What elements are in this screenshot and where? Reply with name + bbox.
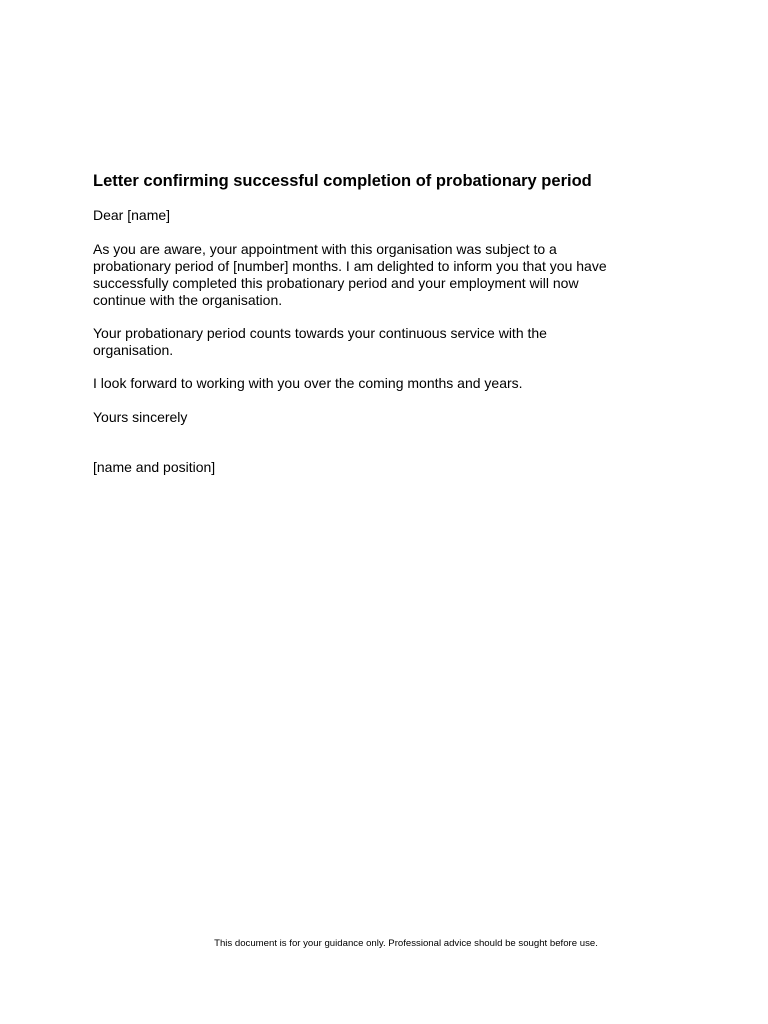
- paragraph-line: Your probationary period counts towards your continuous service with the: [93, 325, 547, 341]
- paragraph-line: continue with the organisation.: [93, 292, 283, 308]
- paragraph-look-forward: [93, 375, 713, 392]
- letter-title: Letter confirming successful completion of probationary period: [93, 172, 592, 190]
- paragraph-line: As you are aware, your appointment with this organisation was subject to a: [93, 241, 557, 257]
- greeting-line: Dear [name]: [93, 207, 171, 223]
- disclaimer-footer: This document is for your guidance only. Professional advice should be sought before use.: [214, 938, 598, 949]
- paragraph-line: I look forward to working with you over the coming months and years.: [93, 375, 523, 391]
- paragraph-line: organisation.: [93, 342, 174, 358]
- paragraph-line: probationary period of [number] months. I am delighted to inform you that you have: [93, 258, 607, 274]
- letter-signature: [93, 459, 713, 476]
- paragraph-appointment: [93, 241, 713, 309]
- letter-closing: [93, 409, 713, 426]
- closing-line: Yours sincerely: [93, 409, 188, 425]
- signature-line: [name and position]: [93, 459, 216, 475]
- paragraph-continuous-service: [93, 325, 713, 359]
- letter-greeting: [93, 207, 713, 224]
- paragraph-line: successfully completed this probationary period and your employment will now: [93, 275, 579, 291]
